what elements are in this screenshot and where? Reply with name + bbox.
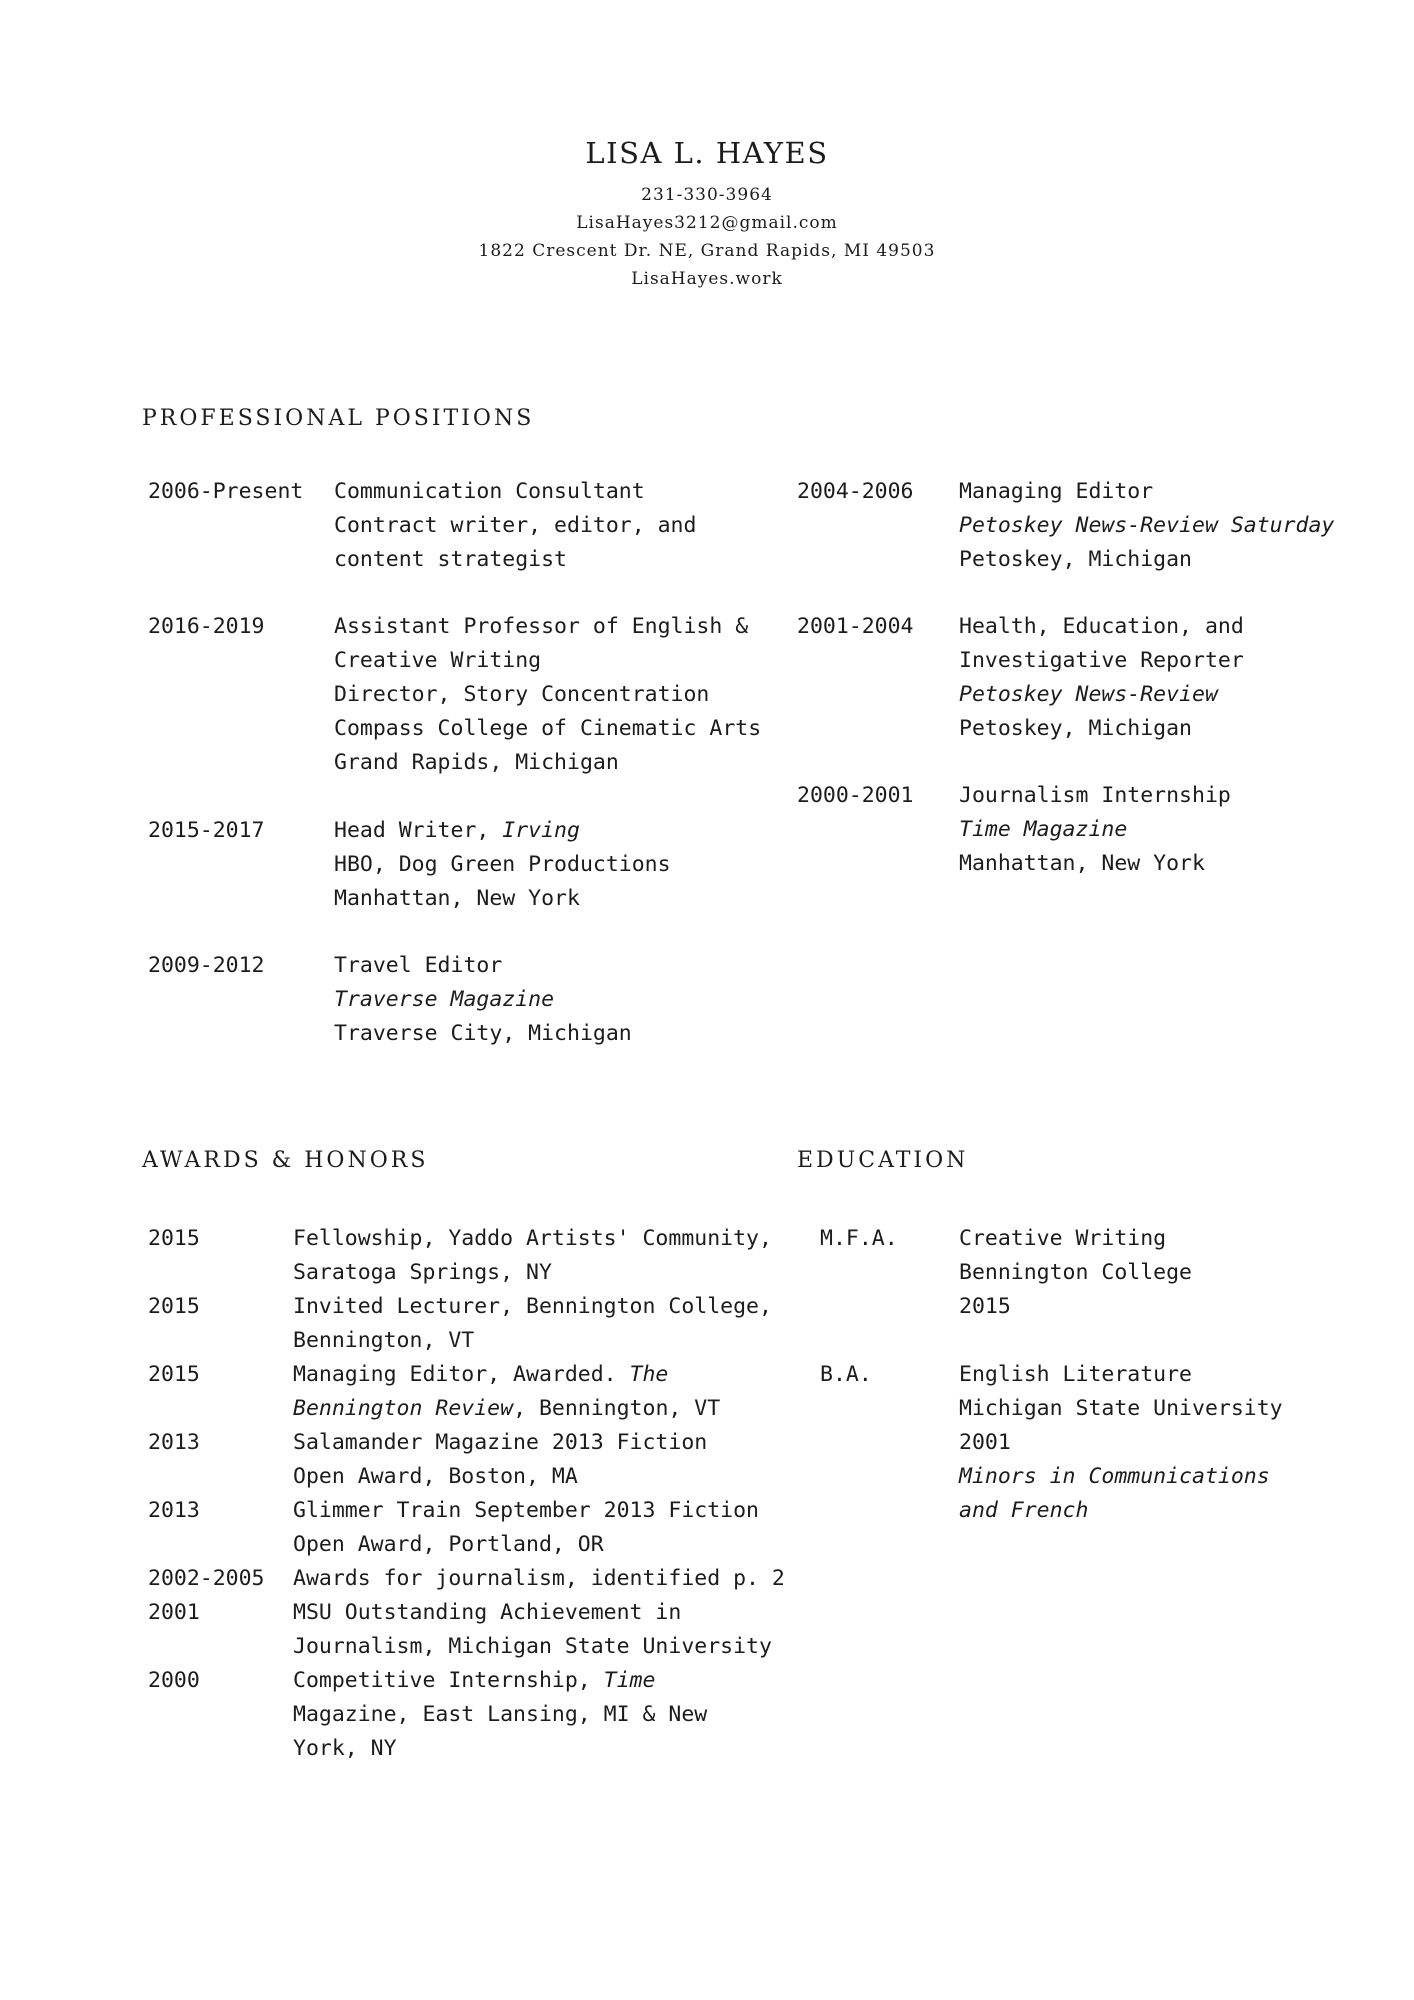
position-line: Grand Rapids, Michigan xyxy=(334,750,619,775)
award-line: Bennington, VT xyxy=(293,1328,475,1353)
contact-email: LisaHayes3212@gmail.com xyxy=(576,213,838,233)
position-line: Traverse Magazine xyxy=(334,987,555,1012)
position-line: Manhattan, New York xyxy=(959,851,1205,876)
position-years: 2001-2004 xyxy=(797,614,914,639)
position-line: Travel Editor xyxy=(334,953,503,978)
award-year: 2001 xyxy=(148,1600,200,1625)
position-years: 2000-2001 xyxy=(797,783,914,808)
award-line: Saratoga Springs, NY xyxy=(293,1260,552,1285)
position-line: Manhattan, New York xyxy=(334,886,580,911)
award-line: Salamander Magazine 2013 Fiction xyxy=(293,1430,708,1455)
award-line xyxy=(293,1664,707,1698)
award-year: 2015 xyxy=(148,1294,200,1319)
position-line: Petoskey News-Review xyxy=(959,682,1218,707)
position-years: 2015-2017 xyxy=(148,818,265,843)
award-year: 2000 xyxy=(148,1668,200,1693)
section-heading-education: EDUCATION xyxy=(797,1148,969,1173)
award-line-italic: Bennington Review xyxy=(293,1396,514,1421)
award-line: Invited Lecturer, Bennington College, xyxy=(293,1294,772,1319)
position-line-text: Head Writer, xyxy=(334,818,503,843)
education-line: Michigan State University xyxy=(959,1396,1283,1421)
award-line-italic: Time xyxy=(603,1668,656,1693)
education-degree: B.A. xyxy=(820,1362,872,1387)
position-line: Investigative Reporter xyxy=(959,648,1244,673)
position-years: 2006-Present xyxy=(148,479,304,504)
education-line: Minors in Communications xyxy=(959,1464,1270,1489)
position-years: 2009-2012 xyxy=(148,953,265,978)
position-line: Managing Editor xyxy=(959,479,1154,504)
contact-website: LisaHayes.work xyxy=(631,269,783,289)
position-line-italic: Irving xyxy=(502,818,580,843)
award-year: 2013 xyxy=(148,1498,200,1523)
award-line: Awards for journalism, identified p. 2 xyxy=(293,1566,785,1591)
position-line: HBO, Dog Green Productions xyxy=(334,852,671,877)
resume-name: LISA L. HAYES xyxy=(585,136,829,170)
education-line: 2001 xyxy=(959,1430,1011,1455)
section-heading-professional-positions: PROFESSIONAL POSITIONS xyxy=(142,406,535,431)
award-year: 2002-2005 xyxy=(148,1566,265,1591)
education-degree: M.F.A. xyxy=(820,1226,898,1251)
position-line: content strategist xyxy=(334,547,567,572)
award-line: Open Award, Boston, MA xyxy=(293,1464,578,1489)
award-line: Glimmer Train September 2013 Fiction xyxy=(293,1498,759,1523)
position-line: Assistant Professor of English & xyxy=(334,614,749,639)
position-line: Health, Education, and xyxy=(959,614,1244,639)
award-line: Journalism, Michigan State University xyxy=(293,1634,772,1659)
contact-address: 1822 Crescent Dr. NE, Grand Rapids, MI 49503 xyxy=(478,241,936,261)
award-line xyxy=(293,1392,720,1426)
position-line: Creative Writing xyxy=(334,648,542,673)
award-year: 2013 xyxy=(148,1430,200,1455)
award-line: Open Award, Portland, OR xyxy=(293,1532,604,1557)
award-line: Fellowship, Yaddo Artists' Community, xyxy=(293,1226,772,1251)
award-line-text: , Bennington, VT xyxy=(513,1396,721,1421)
education-line: Creative Writing xyxy=(959,1226,1167,1251)
position-line xyxy=(334,814,671,848)
award-line-text: Competitive Internship, xyxy=(293,1668,604,1693)
position-line: Journalism Internship xyxy=(959,783,1231,808)
award-line: Magazine, East Lansing, MI & New xyxy=(293,1702,708,1727)
position-line: Communication Consultant xyxy=(334,479,645,504)
position-line: Petoskey, Michigan xyxy=(959,547,1192,572)
position-line: Petoskey News-Review Saturday xyxy=(959,513,1335,538)
award-line xyxy=(293,1358,720,1392)
education-line: Bennington College xyxy=(959,1260,1192,1285)
position-line: Traverse City, Michigan xyxy=(334,1021,632,1046)
section-heading-awards: AWARDS & HONORS xyxy=(142,1148,429,1173)
position-line: Compass College of Cinematic Arts xyxy=(334,716,762,741)
award-line-text: Managing Editor, Awarded. xyxy=(293,1362,630,1387)
position-line: Time Magazine xyxy=(959,817,1128,842)
award-line-italic: The xyxy=(629,1362,669,1387)
award-line: York, NY xyxy=(293,1736,397,1761)
education-line: 2015 xyxy=(959,1294,1011,1319)
position-line: Contract writer, editor, and xyxy=(334,513,697,538)
position-line: Director, Story Concentration xyxy=(334,682,710,707)
contact-phone: 231-330-3964 xyxy=(641,185,773,205)
award-year: 2015 xyxy=(148,1226,200,1251)
education-line: and French xyxy=(959,1498,1089,1523)
award-year: 2015 xyxy=(148,1362,200,1387)
position-line: Petoskey, Michigan xyxy=(959,716,1192,741)
award-line: MSU Outstanding Achievement in xyxy=(293,1600,682,1625)
position-years: 2004-2006 xyxy=(797,479,914,504)
education-line: English Literature xyxy=(959,1362,1192,1387)
position-years: 2016-2019 xyxy=(148,614,265,639)
